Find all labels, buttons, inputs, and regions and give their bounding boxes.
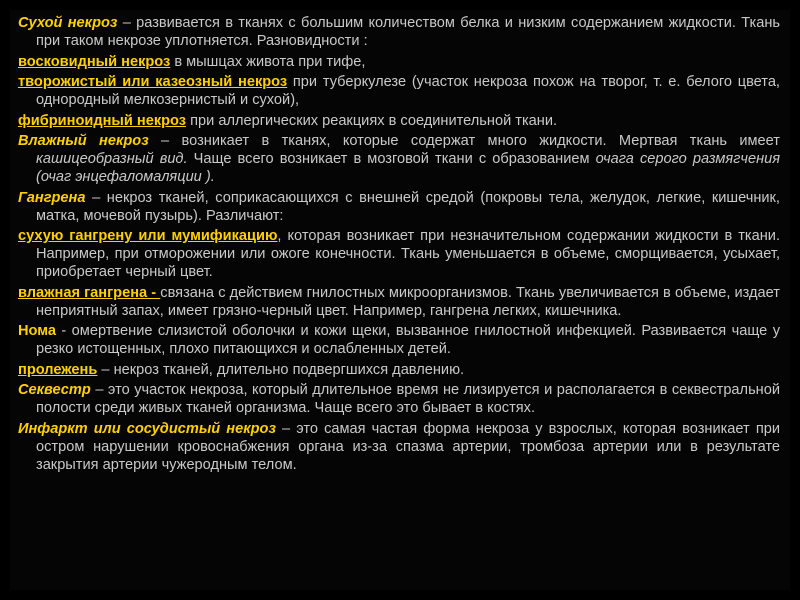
- paragraph-waxy-necrosis: [18, 53, 780, 71]
- text-wet-necrosis-b: Чаще всего возникает в мозговой ткани с образованием: [187, 151, 596, 167]
- paragraph-caseous-necrosis: [18, 73, 780, 109]
- text-wet-necrosis-a: – возникает в тканях, которые содержат много жидкости. Мертвая ткань имеет: [148, 133, 780, 149]
- paragraph-infarction: [18, 420, 780, 474]
- paragraph-noma: [18, 322, 780, 358]
- text-fibrinoid-necrosis: при аллергических реакциях в соединительной ткани.: [186, 112, 558, 129]
- paragraph-wet-necrosis: [18, 132, 780, 186]
- paragraph-fibrinoid-necrosis: [18, 112, 780, 130]
- term-caseous-necrosis: творожистый или казеозный некроз: [18, 74, 288, 90]
- text-dry-necrosis: – развивается в тканях с большим количеством белка и низким содержанием жидкости. Ткань при таком некрозе уплотняется. Разновидности :: [36, 15, 780, 49]
- text-infarction: – это самая частая форма некроза у взрослых, которая возникает при остром нарушении кровоснабжения органа из-за спазма артерии, тромбоза артерии или в результате закрытия артерии чужеродным телом.: [36, 420, 780, 473]
- em-wet-necrosis-a: кашицеобразный вид.: [36, 151, 188, 167]
- text-dry-gangrene: , которая возникает при незначительном содержании жидкости в ткани. Например, при отморожении или ожоге конечности. Ткань уменьшается в объеме, сморщивается, усыхает, приобретает черный цвет.: [36, 228, 780, 280]
- paragraph-gangrene: [18, 189, 780, 225]
- term-wet-necrosis: Влажный некроз: [18, 133, 149, 149]
- paragraph-sequester: [18, 381, 780, 417]
- em-wet-necrosis-b: очага серого размягчения (очаг энцефаломаляции ).: [36, 151, 781, 185]
- slide: [10, 10, 790, 590]
- text-gangrene: – некроз тканей, соприкасающихся с внешней средой (покровы тела, желудок, легкие, кишечник, матка, мочевой пузырь). Различают:: [36, 189, 780, 224]
- paragraph-wet-gangrene: [18, 284, 780, 320]
- term-wet-gangrene: влажная гангрена -: [18, 284, 161, 301]
- term-sequester: Секвестр: [18, 382, 91, 398]
- text-waxy-necrosis: в мышцах живота при тифе,: [170, 53, 366, 70]
- paragraph-dry-necrosis: [18, 14, 780, 50]
- text-bedsore: – некроз тканей, длительно подвергшихся давлению.: [97, 361, 465, 378]
- text-noma: - омертвение слизистой оболочки и кожи щеки, вызванное гнилостной инфекцией. Развивается чаще у резко истощенных, плохо питающихся и ослабленных детей.: [36, 323, 780, 357]
- term-gangrene: Гангрена: [18, 189, 86, 206]
- term-infarction: Инфаркт или сосудистый некроз: [18, 420, 276, 437]
- paragraph-dry-gangrene: [18, 227, 780, 281]
- term-bedsore: пролежень: [18, 361, 98, 378]
- text-wet-gangrene: связана с действием гнилостных микроорганизмов. Ткань увеличивается в объеме, издает неприятный запах, имеет грязно-черный цвет. Например, гангрена легких, кишечника.: [36, 284, 780, 319]
- term-waxy-necrosis: восковидный некроз: [18, 53, 171, 70]
- text-caseous-necrosis: при туберкулезе (участок некроза похож на творог, т. е. белого цвета, однородный мелкозернистый и сухой),: [36, 74, 780, 108]
- text-sequester: – это участок некроза, который длительное время не лизируется и располагается в секвестральной полости среди живых тканей организма. Чаще всего это бывает в костях.: [36, 382, 780, 416]
- term-fibrinoid-necrosis: фибриноидный некроз: [18, 112, 187, 129]
- slide-text-body: [18, 14, 780, 476]
- term-dry-necrosis: Сухой некроз: [18, 15, 118, 31]
- term-noma: Нома: [18, 323, 56, 339]
- term-dry-gangrene: сухую гангрену или мумификацию: [18, 228, 278, 244]
- paragraph-bedsore: [18, 361, 780, 379]
